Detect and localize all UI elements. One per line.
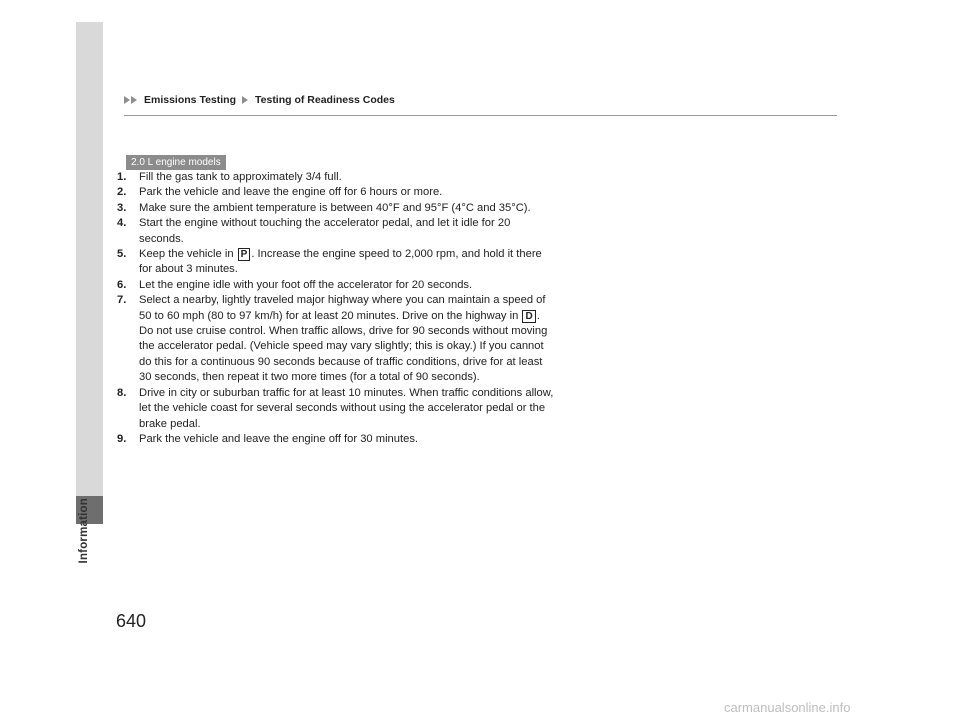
step-item [117, 278, 557, 293]
step-number: 6. [117, 278, 127, 291]
step-number: 9. [117, 432, 127, 445]
side-tab [76, 22, 103, 524]
engine-model-badge: 2.0 L engine models [126, 155, 226, 170]
step-text-before: Select a nearby, lightly traveled major highway where you can maintain a speed of 50 to 60 mph (80 to 97 km/h) for at least 20 minutes. Drive on the highway in [139, 294, 546, 322]
gear-p-key-icon: P [238, 248, 251, 261]
step-text: Fill the gas tank to approximately 3/4 full. [139, 171, 342, 183]
step-text-after: . Do not use cruise control. When traffic allows, drive for 90 seconds without moving the accelerator pedal. (Vehicle speed may vary slightly; this is okay.) If you cannot do this for a continuous 90 seconds because of traffic conditions, drive for at least 30 seconds, then repeat it two more times (for a total of 90 seconds). [139, 309, 548, 384]
breadcrumb-page: Testing of Readiness Codes [255, 94, 395, 106]
breadcrumb-arrow-icon [131, 96, 137, 104]
step-number: 5. [117, 248, 127, 261]
step-text: Park the vehicle and leave the engine off for 30 minutes. [139, 432, 419, 445]
breadcrumb [124, 94, 395, 106]
breadcrumb-arrow-icon [242, 96, 248, 104]
step-number: 8. [117, 386, 127, 399]
step-item [117, 185, 557, 200]
step-number: 2. [117, 186, 127, 199]
step-item [117, 247, 557, 278]
page-number: 640 [116, 611, 147, 631]
procedure-steps [117, 170, 557, 447]
step-text-before: Keep the vehicle in [139, 248, 237, 261]
step-number: 3. [117, 201, 127, 214]
header-divider [124, 115, 837, 116]
step-number: 4. [117, 217, 127, 230]
step-number: 1. [117, 171, 127, 183]
step-item [117, 432, 557, 447]
step-item [117, 201, 557, 216]
step-text-after: . Increase the engine speed to 2,000 rpm, and hold it there for about 3 minutes. [139, 248, 542, 276]
step-text: Park the vehicle and leave the engine off for 6 hours or more. [139, 186, 443, 199]
watermark: carmanualsonline.info [724, 700, 851, 715]
step-item [117, 170, 557, 185]
breadcrumb-section[interactable]: Emissions Testing [144, 94, 236, 106]
step-item [117, 386, 557, 432]
side-tab-label: Information [78, 498, 90, 564]
step-number: 7. [117, 294, 127, 307]
gear-d-key-icon: D [522, 310, 535, 323]
step-item [117, 293, 557, 385]
step-text: Start the engine without touching the accelerator pedal, and let it idle for 20 seconds. [139, 217, 511, 245]
step-text: Let the engine idle with your foot off the accelerator for 20 seconds. [139, 278, 473, 291]
step-item [117, 216, 557, 247]
step-text: Drive in city or suburban traffic for at least 10 minutes. When traffic conditions allow, let the vehicle coast for several seconds without using the accelerator pedal or the brake pedal. [139, 386, 554, 430]
step-text: Make sure the ambient temperature is between 40°F and 95°F (4°C and 35°C). [139, 201, 531, 214]
breadcrumb-arrow-icon [124, 96, 130, 104]
